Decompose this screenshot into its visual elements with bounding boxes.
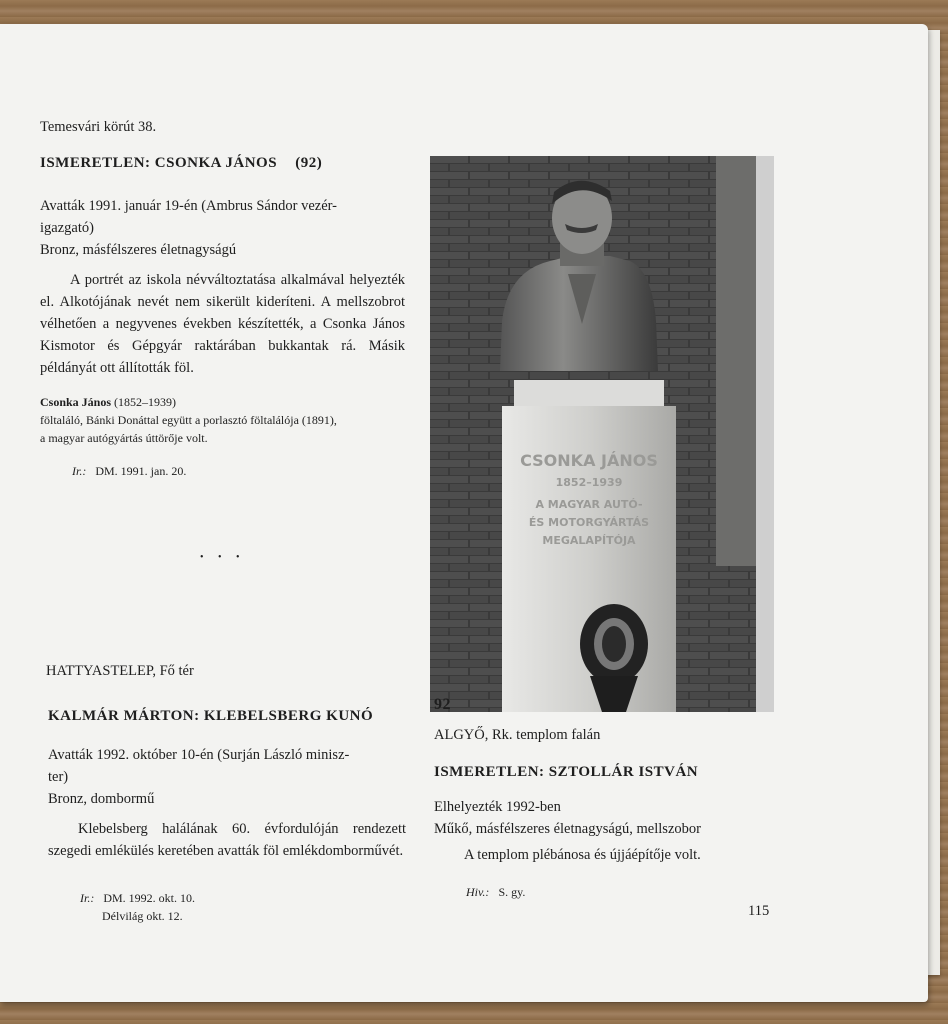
material-text: Bronz, dombormű — [48, 791, 155, 807]
inscription-line: MEGALAPÍTÓJA — [542, 534, 636, 547]
address-line: Temesvári körút 38. — [40, 119, 157, 135]
reference — [72, 462, 186, 480]
section-separator: • • • — [200, 552, 246, 563]
entry-heading — [40, 155, 322, 172]
unveiled-line: Avatták 1991. január 19-én (Ambrus Sándor vezér- — [40, 198, 337, 214]
unveiled-text — [48, 744, 408, 810]
unveiled-line-cont: ter) — [48, 769, 69, 785]
bust-photograph — [430, 156, 774, 712]
entry-heading: ISMERETLEN: SZTOLLÁR ISTVÁN — [434, 764, 699, 780]
bust-photo-drawing — [430, 156, 774, 712]
reference-label: Ir.: — [80, 891, 95, 905]
inscription-line: A MAGYAR AUTÓ- — [535, 498, 643, 511]
placed-line: Elhelyezték 1992-ben — [434, 799, 561, 815]
entry-heading-text: ISMERETLEN: CSONKA JÁNOS — [40, 155, 278, 171]
reference-label: Hiv.: — [466, 885, 490, 899]
material-text: Bronz, másfélszeres életnagyságú — [40, 242, 237, 258]
background-window — [756, 156, 774, 712]
reference-text: Délvilág okt. 12. — [102, 909, 183, 923]
address-line: HATTYASTELEP, Fő tér — [46, 663, 194, 679]
description-paragraph: A portrét az iskola névváltoztatása alkalmával helyezték el. Alkotójának nevét nem sikerült kideríteni. A mellszobrot vélhetően a negyvenes években készítették, a Csonka János Kismotor és Gépgyár raktárában bukkantak rá. Másik példányát ott állították föl. — [40, 272, 405, 376]
description-paragraph: Klebelsberg halálának 60. évfordulóján rendezett szegedi emlékülés keretében avatták föl emlékdomborművét. — [48, 821, 406, 859]
pedestal-cap — [514, 380, 664, 406]
reference-text: DM. 1992. okt. 10. — [103, 891, 196, 905]
unveiled-text — [40, 195, 405, 261]
unveiled-line-cont: igazgató) — [40, 220, 94, 236]
inscription-line: 1852–1939 — [555, 476, 623, 489]
reference-text: DM. 1991. jan. 20. — [95, 464, 187, 478]
material-text: Műkő, másfélszeres életnagyságú, mellszobor — [434, 821, 701, 837]
address-line: ALGYŐ, Rk. templom falán — [434, 727, 601, 743]
unveiled-line: Avatták 1992. október 10-én (Surján László minisz- — [48, 747, 350, 763]
bio-name: Csonka János — [40, 395, 112, 409]
bio-years: (1852–1939) — [111, 395, 177, 409]
reference — [80, 889, 195, 925]
book-page — [0, 24, 928, 1002]
bio-line: föltaláló, Bánki Donáttal együtt a porlasztó föltalálója (1891), — [40, 413, 337, 427]
entry-number: (92) — [295, 155, 323, 171]
entry-heading: KALMÁR MÁRTON: KLEBELSBERG KUNÓ — [48, 708, 374, 724]
reference — [466, 883, 525, 901]
biography-note — [40, 393, 410, 447]
reference-label: Ir.: — [72, 464, 87, 478]
inscription-line: CSONKA JÁNOS — [520, 451, 658, 470]
description-paragraph: A templom plébánosa és újjáépítője volt. — [464, 847, 701, 863]
photo-caption-number: 92 — [434, 696, 451, 713]
page-number: 115 — [748, 903, 770, 919]
placed-text — [434, 796, 794, 840]
inscription-line: ÉS MOTORGYÁRTÁS — [528, 516, 650, 529]
wall-pillar — [716, 156, 756, 566]
bio-line: a magyar autógyártás úttörője volt. — [40, 431, 208, 445]
reference-text: S. gy. — [498, 885, 526, 899]
